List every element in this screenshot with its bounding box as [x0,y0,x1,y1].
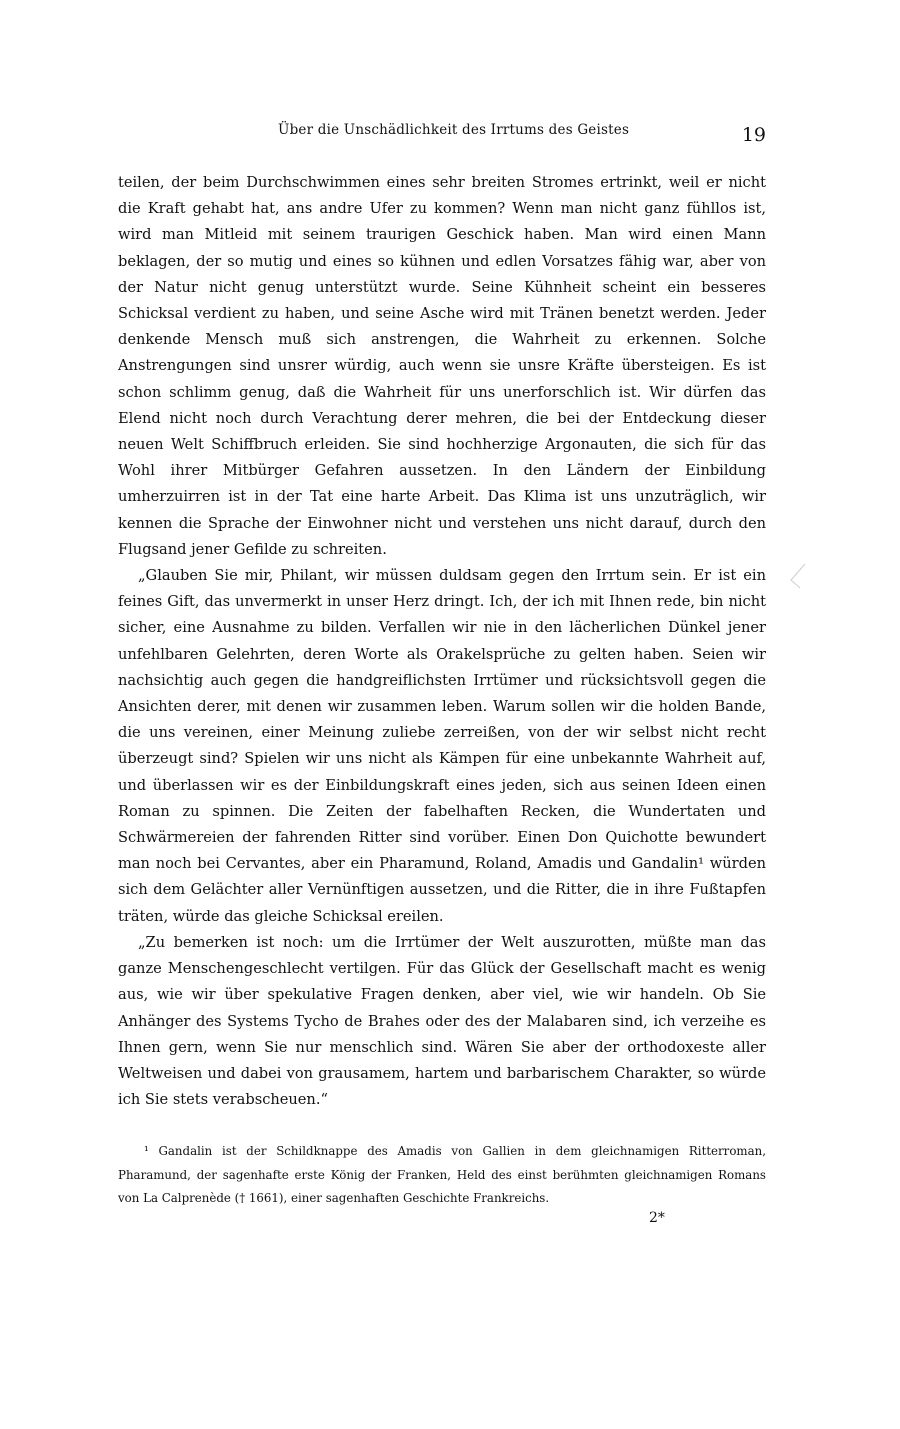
running-title: Über die Unschädlichkeit des Irrtums des Geistes [278,122,630,138]
paragraph-1: teilen, der beim Durchschwimmen eines sehr breiten Stromes ertrinkt, weil er nicht die Kraft gehabt hat, ans andre Ufer zu kommen? Wenn man nicht ganz fühllos ist, wird man Mitleid mit seinem traurigen Geschick haben. Man wird einen Mann beklagen, der so mutig und eines so kühnen und edlen Vorsatzes fähig war, aber von der Natur nicht genug unterstützt wurde. Seine Kühnheit scheint ein besseres Schicksal verdient zu haben, und seine Asche wird mit Tränen benetzt werden. Jeder denkende Mensch muß sich anstrengen, die Wahrheit zu erkennen. Solche Anstrengungen sind unsrer würdig, auch wenn sie unsre Kräfte übersteigen. Es ist schon schlimm genug, daß die Wahrheit für uns unerforschlich ist. Wir dürfen das Elend nicht noch durch Verachtung derer mehren, die bei der Entdeckung dieser neuen Welt Schiffbruch erleiden. Sie sind hochherzige Argonauten, die sich für das Wohl ihrer Mitbürger Gefahren aussetzen. In den Ländern der Einbildung umherzuirren ist in der Tat eine harte Arbeit. Das Klima ist uns unzuträglich, wir kennen die Sprache der Einwohner nicht und verstehen uns nicht darauf, durch den Flugsand jener Gefilde zu schreiten. [118,174,766,558]
paragraph-2: „Glauben Sie mir, Philant, wir müssen duldsam gegen den Irrtum sein. Er ist ein feines Gift, das unvermerkt in unser Herz dringt. Ich, der ich mit Ihnen rede, bin nicht sicher, eine Ausnahme zu bilden. Verfallen wir nie in den lächerlichen Dünkel jener unfehlbaren Gelehrten, deren Worte als Orakelsprüche zu gelten haben. Seien wir nachsichtig auch gegen die handgreiflichsten Irrtümer und rücksichtsvoll gegen die Ansichten derer, mit denen wir zusammen leben. Warum sollen wir die holden Bande, die uns vereinen, einer Meinung zuliebe zerreißen, von der wir selbst nicht recht überzeugt sind? Spielen wir uns nicht als Kämpen für eine unbekannte Wahrheit auf, und überlassen wir es der Einbildungskraft eines jeden, sich aus seinen Ideen einen Roman zu spinnen. Die Zeiten der fabelhaften Recken, die Wundertaten und Schwärmereien der fahrenden Ritter sind vorüber. Einen Don Quichotte bewundert man noch bei Cervantes, aber ein Pharamund, Roland, Amadis und Gandalin¹ würden sich dem Gelächter aller Vernünftigen aussetzen, und die Ritter, die in ihre Fußtapfen träten, würde das gleiche Schicksal ereilen. [118,567,766,925]
footnote-text: ¹ Gandalin ist der Schildknappe des Amadis von Gallien in dem gleichnamigen Ritterroman, Pharamund, der sagenhafte erste König der Franken, Held des einst berühmten gleichnamigen Romans von La Calprenède († 1661), einer sagenhaften Geschichte Frankreichs. [118,1144,766,1205]
body-text [118,170,766,1113]
footnote-block [118,1140,766,1211]
paragraph-3: „Zu bemerken ist noch: um die Irrtümer der Welt auszurotten, müßte man das ganze Menschengeschlecht vertilgen. Für das Glück der Gesellschaft macht es wenig aus, wie wir über spekulative Fragen denken, aber viel, wie wir handeln. Ob Sie Anhänger des Systems Tycho de Brahes oder des der Malabaren sind, ich verzeihe es Ihnen gern, wenn Sie nur menschlich sind. Wären Sie aber der orthodoxeste aller Weltweisen und dabei von grausamem, hartem und barbarischem Charakter, so würde ich Sie stets verabscheuen.“ [118,933,766,1109]
margin-mark [788,562,806,590]
signature-mark: 2* [649,1210,665,1226]
page-header [118,122,766,146]
page-number: 19 [741,124,766,146]
